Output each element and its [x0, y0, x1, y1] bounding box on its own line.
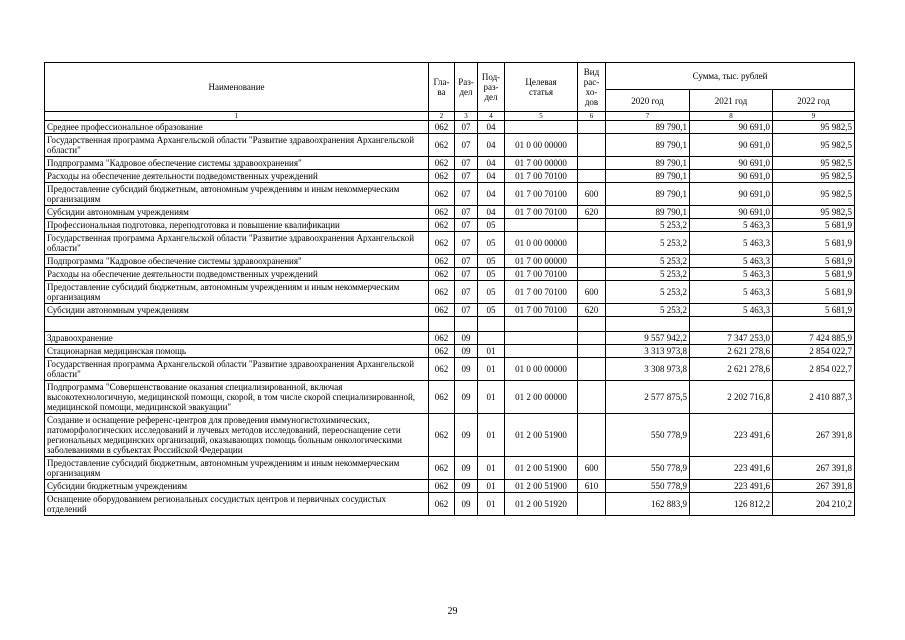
row-vid: [578, 219, 606, 232]
row-vid: [578, 268, 606, 281]
row-target: 01 2 00 00000: [505, 381, 578, 414]
row-vid: [578, 121, 606, 134]
row-vid: [578, 255, 606, 268]
row-sum-2020: 5 253,2: [606, 281, 690, 304]
row-target: 01 0 00 00000: [505, 232, 578, 255]
row-razdel: 07: [455, 121, 478, 134]
row-sum-2022: 267 391,8: [773, 480, 855, 493]
row-podrazdel: 05: [478, 281, 505, 304]
row-razdel: 07: [455, 206, 478, 219]
row-sum-2021: 126 812,2: [690, 493, 773, 516]
row-target: 01 2 00 51900: [505, 480, 578, 493]
row-vid: [578, 345, 606, 358]
row-sum-2022: 267 391,8: [773, 414, 855, 457]
row-podrazdel: 05: [478, 304, 505, 317]
page-number: 29: [447, 606, 458, 617]
row-sum-2022: 267 391,8: [773, 457, 855, 480]
row-razdel: 07: [455, 281, 478, 304]
row-razdel: 07: [455, 268, 478, 281]
row-target: 01 7 00 00000: [505, 157, 578, 170]
row-vid: [578, 317, 606, 332]
row-name: Стационарная медицинская помощь: [45, 345, 429, 358]
row-vid: 600: [578, 457, 606, 480]
row-sum-2022: 5 681,9: [773, 281, 855, 304]
header-year-2022: 2022 год: [773, 90, 855, 112]
row-glava: 062: [429, 255, 455, 268]
header-year-2020: 2020 год: [606, 90, 690, 112]
header-podrazdel: Под- раз- дел: [478, 63, 505, 112]
header-razdel: Раз- дел: [455, 63, 478, 112]
row-vid: [578, 332, 606, 345]
row-sum-2022: 5 681,9: [773, 232, 855, 255]
row-name: Предоставление субсидий бюджетным, автономным учреждениям и иным некоммерческим организациям: [45, 281, 429, 304]
row-vid: 610: [578, 480, 606, 493]
table-row: [45, 358, 855, 381]
row-sum-2020: 5 253,2: [606, 232, 690, 255]
row-sum-2022: 95 982,5: [773, 121, 855, 134]
row-podrazdel: 04: [478, 183, 505, 206]
row-sum-2021: 90 691,0: [690, 157, 773, 170]
row-sum-2021: 5 463,3: [690, 268, 773, 281]
row-razdel: 09: [455, 493, 478, 516]
row-target: 01 0 00 00000: [505, 134, 578, 157]
header-year-2021: 2021 год: [690, 90, 773, 112]
row-name: Субсидии автономным учреждениям: [45, 304, 429, 317]
row-sum-2021: 5 463,3: [690, 255, 773, 268]
row-sum-2020: 550 778,9: [606, 457, 690, 480]
row-podrazdel: 01: [478, 457, 505, 480]
row-razdel: 09: [455, 457, 478, 480]
row-target: [505, 345, 578, 358]
table-row: [45, 381, 855, 414]
row-sum-2022: 7 424 885,9: [773, 332, 855, 345]
row-glava: 062: [429, 121, 455, 134]
row-razdel: 07: [455, 255, 478, 268]
row-vid: [578, 170, 606, 183]
table-row: [45, 332, 855, 345]
row-sum-2020: 89 790,1: [606, 134, 690, 157]
row-name: Оснащение оборудованием региональных сосудистых центров и первичных сосудистых отделений: [45, 493, 429, 516]
row-sum-2021: 2 202 716,8: [690, 381, 773, 414]
row-sum-2021: 90 691,0: [690, 206, 773, 219]
row-sum-2022: 95 982,5: [773, 206, 855, 219]
row-name: Расходы на обеспечение деятельности подведомственных учреждений: [45, 170, 429, 183]
table-row: [45, 414, 855, 457]
table-row: [45, 121, 855, 134]
row-name: Подпрограмма "Совершенствование оказания специализированной, включая высокотехнологичную, медицинской помощи, скорой, в том числе скорой специализированной, медицинской помощи, медицинской эвакуации": [45, 381, 429, 414]
table-row: [45, 317, 855, 332]
row-name: Предоставление субсидий бюджетным, автономным учреждениям и иным некоммерческим организациям: [45, 183, 429, 206]
row-name: Государственная программа Архангельской области "Развитие здравоохранения Архангельской области": [45, 232, 429, 255]
row-sum-2021: 5 463,3: [690, 304, 773, 317]
row-razdel: 07: [455, 134, 478, 157]
row-vid: [578, 134, 606, 157]
row-razdel: 07: [455, 232, 478, 255]
row-glava: 062: [429, 206, 455, 219]
row-razdel: 09: [455, 345, 478, 358]
row-sum-2020: 89 790,1: [606, 157, 690, 170]
row-name: Государственная программа Архангельской области "Развитие здравоохранения Архангельской области": [45, 134, 429, 157]
row-glava: 062: [429, 157, 455, 170]
column-number: 2: [429, 112, 455, 121]
table-row: [45, 170, 855, 183]
row-glava: 062: [429, 381, 455, 414]
row-name: Подпрограмма "Кадровое обеспечение системы здравоохранения": [45, 255, 429, 268]
table-row: [45, 493, 855, 516]
row-razdel: 09: [455, 480, 478, 493]
row-name: Субсидии бюджетным учреждениям: [45, 480, 429, 493]
table-row: [45, 206, 855, 219]
table-row: [45, 232, 855, 255]
row-target: 01 7 00 00000: [505, 255, 578, 268]
row-sum-2020: 9 557 942,2: [606, 332, 690, 345]
row-sum-2021: 90 691,0: [690, 134, 773, 157]
row-sum-2022: 95 982,5: [773, 170, 855, 183]
row-target: 01 2 00 51900: [505, 457, 578, 480]
row-podrazdel: 01: [478, 381, 505, 414]
row-name: Создание и оснащение референс-центров для проведения иммуногистохимических, патоморфологических исследований и лучевых методов исследований, переоснащение сети региональных медицинских организаций, оказывающих помощь больным онкологическими заболеваниями в субъектах Российской Федерации: [45, 414, 429, 457]
row-sum-2021: 2 621 278,6: [690, 345, 773, 358]
table-row: [45, 480, 855, 493]
row-glava: 062: [429, 183, 455, 206]
row-razdel: 09: [455, 358, 478, 381]
row-podrazdel: 04: [478, 134, 505, 157]
row-glava: 062: [429, 493, 455, 516]
header-vid: Вид рас- хо- дов: [578, 63, 606, 112]
row-razdel: 09: [455, 381, 478, 414]
table-row: [45, 345, 855, 358]
row-vid: [578, 358, 606, 381]
column-number: 7: [606, 112, 690, 121]
row-name: Здравоохранение: [45, 332, 429, 345]
row-name: Предоставление субсидий бюджетным, автономным учреждениям и иным некоммерческим организациям: [45, 457, 429, 480]
row-glava: 062: [429, 281, 455, 304]
row-target: 01 2 00 51920: [505, 493, 578, 516]
row-sum-2022: 5 681,9: [773, 219, 855, 232]
row-sum-2020: [606, 317, 690, 332]
row-sum-2020: 5 253,2: [606, 255, 690, 268]
row-glava: 062: [429, 268, 455, 281]
row-podrazdel: 04: [478, 121, 505, 134]
table-body: [45, 121, 855, 516]
row-razdel: 07: [455, 170, 478, 183]
row-glava: 062: [429, 219, 455, 232]
row-glava: 062: [429, 304, 455, 317]
row-razdel: 07: [455, 304, 478, 317]
row-sum-2022: 95 982,5: [773, 157, 855, 170]
row-glava: 062: [429, 358, 455, 381]
row-podrazdel: 05: [478, 219, 505, 232]
row-target: 01 7 00 70100: [505, 281, 578, 304]
row-target: 01 7 00 70100: [505, 170, 578, 183]
row-sum-2022: 2 854 022,7: [773, 345, 855, 358]
row-target: [505, 219, 578, 232]
row-sum-2021: 90 691,0: [690, 170, 773, 183]
table-row: [45, 457, 855, 480]
row-name: Субсидии автономным учреждениям: [45, 206, 429, 219]
row-podrazdel: 04: [478, 170, 505, 183]
table-row: [45, 268, 855, 281]
table-row: [45, 281, 855, 304]
row-sum-2022: [773, 317, 855, 332]
row-target: 01 7 00 70100: [505, 268, 578, 281]
row-razdel: 07: [455, 219, 478, 232]
row-podrazdel: 01: [478, 414, 505, 457]
row-vid: [578, 414, 606, 457]
row-vid: [578, 381, 606, 414]
row-podrazdel: 01: [478, 480, 505, 493]
row-glava: [429, 317, 455, 332]
row-glava: 062: [429, 480, 455, 493]
header-glava: Гла- ва: [429, 63, 455, 112]
column-number: 8: [690, 112, 773, 121]
row-sum-2020: 3 313 973,8: [606, 345, 690, 358]
row-podrazdel: 05: [478, 232, 505, 255]
row-podrazdel: 04: [478, 157, 505, 170]
row-sum-2020: 550 778,9: [606, 414, 690, 457]
row-podrazdel: 05: [478, 255, 505, 268]
row-vid: 600: [578, 281, 606, 304]
row-razdel: 09: [455, 414, 478, 457]
column-number-row: [45, 112, 855, 121]
row-sum-2021: 90 691,0: [690, 183, 773, 206]
column-number: 9: [773, 112, 855, 121]
row-glava: 062: [429, 414, 455, 457]
row-target: 01 0 00 00000: [505, 358, 578, 381]
column-number: 5: [505, 112, 578, 121]
budget-table: [44, 62, 855, 516]
row-podrazdel: 01: [478, 358, 505, 381]
row-razdel: 09: [455, 332, 478, 345]
row-name: Среднее профессиональное образование: [45, 121, 429, 134]
row-glava: 062: [429, 232, 455, 255]
row-sum-2022: 95 982,5: [773, 134, 855, 157]
row-sum-2020: 3 308 973,8: [606, 358, 690, 381]
row-sum-2022: 5 681,9: [773, 255, 855, 268]
row-target: 01 7 00 70100: [505, 304, 578, 317]
table-row: [45, 134, 855, 157]
table-row: [45, 157, 855, 170]
row-podrazdel: [478, 317, 505, 332]
table-row: [45, 219, 855, 232]
row-target: [505, 317, 578, 332]
row-vid: [578, 493, 606, 516]
column-number: 6: [578, 112, 606, 121]
row-vid: 600: [578, 183, 606, 206]
row-podrazdel: 04: [478, 206, 505, 219]
row-razdel: 07: [455, 157, 478, 170]
row-sum-2022: 95 982,5: [773, 183, 855, 206]
column-number: 3: [455, 112, 478, 121]
row-podrazdel: 01: [478, 493, 505, 516]
row-sum-2021: 223 491,6: [690, 480, 773, 493]
table-row: [45, 183, 855, 206]
row-name: Профессиональная подготовка, переподготовка и повышение квалификации: [45, 219, 429, 232]
row-sum-2020: 89 790,1: [606, 170, 690, 183]
row-name: Подпрограмма "Кадровое обеспечение системы здравоохранения": [45, 157, 429, 170]
row-sum-2022: 5 681,9: [773, 268, 855, 281]
row-sum-2020: 162 883,9: [606, 493, 690, 516]
row-sum-2022: 2 854 022,7: [773, 358, 855, 381]
row-sum-2020: 89 790,1: [606, 206, 690, 219]
row-razdel: [455, 317, 478, 332]
header-name: Наименование: [45, 63, 429, 112]
row-sum-2020: 5 253,2: [606, 304, 690, 317]
row-target: 01 7 00 70100: [505, 206, 578, 219]
row-sum-2022: 2 410 887,3: [773, 381, 855, 414]
row-sum-2020: 2 577 875,5: [606, 381, 690, 414]
row-vid: 620: [578, 304, 606, 317]
row-glava: 062: [429, 345, 455, 358]
budget-table-page: [44, 62, 854, 516]
row-sum-2021: 7 347 253,0: [690, 332, 773, 345]
row-sum-2020: 5 253,2: [606, 268, 690, 281]
row-sum-2020: 5 253,2: [606, 219, 690, 232]
row-sum-2020: 89 790,1: [606, 183, 690, 206]
row-sum-2021: [690, 317, 773, 332]
row-vid: 620: [578, 206, 606, 219]
row-sum-2021: 223 491,6: [690, 457, 773, 480]
row-podrazdel: 01: [478, 345, 505, 358]
row-glava: 062: [429, 170, 455, 183]
row-sum-2021: 5 463,3: [690, 232, 773, 255]
column-number: 4: [478, 112, 505, 121]
row-glava: 062: [429, 457, 455, 480]
row-target: 01 7 00 70100: [505, 183, 578, 206]
row-sum-2020: 89 790,1: [606, 121, 690, 134]
row-target: [505, 121, 578, 134]
row-name: [45, 317, 429, 332]
row-name: Государственная программа Архангельской области "Развитие здравоохранения Архангельской области": [45, 358, 429, 381]
column-number: 1: [45, 112, 429, 121]
row-vid: [578, 232, 606, 255]
row-sum-2022: 5 681,9: [773, 304, 855, 317]
row-sum-2022: 204 210,2: [773, 493, 855, 516]
table-row: [45, 304, 855, 317]
header-target: Целевая статья: [505, 63, 578, 112]
row-sum-2021: 223 491,6: [690, 414, 773, 457]
header-sum: Сумма, тыс. рублей: [606, 63, 855, 90]
row-name: Расходы на обеспечение деятельности подведомственных учреждений: [45, 268, 429, 281]
row-target: 01 2 00 51900: [505, 414, 578, 457]
row-sum-2021: 5 463,3: [690, 281, 773, 304]
row-sum-2021: 90 691,0: [690, 121, 773, 134]
row-podrazdel: [478, 332, 505, 345]
row-sum-2021: 2 621 278,6: [690, 358, 773, 381]
row-vid: [578, 157, 606, 170]
row-razdel: 07: [455, 183, 478, 206]
row-glava: 062: [429, 332, 455, 345]
row-glava: 062: [429, 134, 455, 157]
row-sum-2020: 550 778,9: [606, 480, 690, 493]
row-sum-2021: 5 463,3: [690, 219, 773, 232]
row-podrazdel: 05: [478, 268, 505, 281]
row-target: [505, 332, 578, 345]
table-row: [45, 255, 855, 268]
